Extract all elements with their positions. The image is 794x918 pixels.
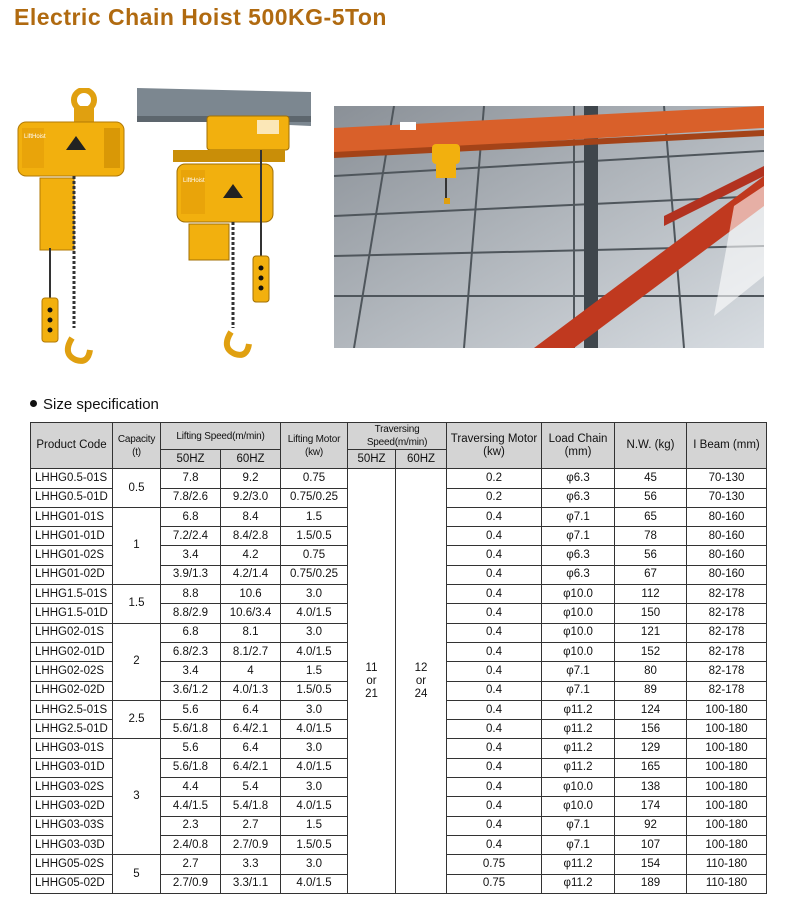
- product-code-cell: LHHG05-02D: [31, 874, 113, 893]
- net-weight-cell: 129: [615, 739, 687, 758]
- ibeam-cell: 80-160: [687, 546, 767, 565]
- net-weight-cell: 78: [615, 527, 687, 546]
- traversing-motor-cell: 0.2: [447, 469, 542, 488]
- ibeam-cell: 100-180: [687, 816, 767, 835]
- net-weight-cell: 165: [615, 758, 687, 777]
- net-weight-cell: 92: [615, 816, 687, 835]
- traversing-motor-cell: 0.4: [447, 642, 542, 661]
- hoist-on-trolley-photo: [137, 88, 311, 366]
- lifting-motor-cell: 0.75/0.25: [281, 565, 348, 584]
- ibeam-cell: 80-160: [687, 527, 767, 546]
- product-code-cell: LHHG03-01S: [31, 739, 113, 758]
- traversing-motor-cell: 0.4: [447, 546, 542, 565]
- lifting-speed-50hz-cell: 8.8: [161, 585, 221, 604]
- header-traversing-50hz: 50HZ: [348, 450, 396, 469]
- table-row: [31, 469, 767, 488]
- header-lifting-60hz: 60HZ: [221, 450, 281, 469]
- traversing-motor-cell: 0.75: [447, 855, 542, 874]
- brand-label: LiftHoist: [24, 134, 46, 140]
- lifting-speed-50hz-cell: 2.3: [161, 816, 221, 835]
- lifting-motor-cell: 1.5: [281, 662, 348, 681]
- product-code-cell: LHHG1.5-01D: [31, 604, 113, 623]
- load-chain-cell: φ7.1: [542, 835, 615, 854]
- header-lifting-speed: Lifting Speed(m/min): [161, 423, 281, 450]
- traversing-motor-cell: 0.4: [447, 758, 542, 777]
- lifting-speed-50hz-cell: 2.4/0.8: [161, 835, 221, 854]
- lifting-motor-cell: 1.5/0.5: [281, 835, 348, 854]
- lifting-speed-60hz-cell: 4: [221, 662, 281, 681]
- header-ibeam: I Beam (mm): [687, 423, 767, 469]
- lifting-speed-50hz-cell: 4.4/1.5: [161, 797, 221, 816]
- lifting-speed-50hz-cell: 3.4: [161, 662, 221, 681]
- product-code-cell: LHHG03-03D: [31, 835, 113, 854]
- header-traversing-60hz: 60HZ: [396, 450, 447, 469]
- net-weight-cell: 174: [615, 797, 687, 816]
- ibeam-cell: 82-178: [687, 604, 767, 623]
- ibeam-cell: 80-160: [687, 507, 767, 526]
- overhead-crane-photo: [334, 106, 764, 348]
- load-chain-cell: φ7.1: [542, 527, 615, 546]
- lifting-speed-60hz-cell: 5.4: [221, 778, 281, 797]
- net-weight-cell: 89: [615, 681, 687, 700]
- load-chain-cell: φ10.0: [542, 604, 615, 623]
- product-code-cell: LHHG02-01D: [31, 642, 113, 661]
- capacity-cell: 2.5: [113, 700, 161, 739]
- section-heading: [30, 396, 159, 413]
- lifting-speed-50hz-cell: 6.8: [161, 623, 221, 642]
- lifting-motor-cell: 4.0/1.5: [281, 758, 348, 777]
- ibeam-cell: 100-180: [687, 700, 767, 719]
- lifting-speed-50hz-cell: 6.8: [161, 507, 221, 526]
- lifting-speed-50hz-cell: 3.6/1.2: [161, 681, 221, 700]
- ibeam-cell: 82-178: [687, 681, 767, 700]
- traversing-motor-cell: 0.4: [447, 604, 542, 623]
- net-weight-cell: 45: [615, 469, 687, 488]
- load-chain-cell: φ10.0: [542, 797, 615, 816]
- lifting-speed-50hz-cell: 3.4: [161, 546, 221, 565]
- lifting-speed-50hz-cell: 2.7: [161, 855, 221, 874]
- lifting-motor-cell: 3.0: [281, 700, 348, 719]
- load-chain-cell: φ10.0: [542, 623, 615, 642]
- product-code-cell: LHHG01-02D: [31, 565, 113, 584]
- traversing-motor-cell: 0.4: [447, 585, 542, 604]
- net-weight-cell: 154: [615, 855, 687, 874]
- header-lifting-50hz: 50HZ: [161, 450, 221, 469]
- product-code-cell: LHHG01-01S: [31, 507, 113, 526]
- capacity-cell: 1.5: [113, 585, 161, 624]
- lifting-motor-cell: 4.0/1.5: [281, 604, 348, 623]
- ibeam-cell: 100-180: [687, 739, 767, 758]
- ibeam-cell: 100-180: [687, 720, 767, 739]
- load-chain-cell: φ11.2: [542, 720, 615, 739]
- lifting-speed-50hz-cell: 8.8/2.9: [161, 604, 221, 623]
- product-code-cell: LHHG2.5-01D: [31, 720, 113, 739]
- lifting-speed-60hz-cell: 6.4: [221, 739, 281, 758]
- traversing-motor-cell: 0.4: [447, 700, 542, 719]
- lifting-speed-60hz-cell: 10.6/3.4: [221, 604, 281, 623]
- lifting-speed-60hz-cell: 8.1: [221, 623, 281, 642]
- lifting-motor-cell: 0.75: [281, 546, 348, 565]
- product-code-cell: LHHG02-01S: [31, 623, 113, 642]
- traversing-motor-cell: 0.4: [447, 527, 542, 546]
- lifting-speed-60hz-cell: 4.0/1.3: [221, 681, 281, 700]
- ibeam-cell: 100-180: [687, 758, 767, 777]
- lifting-motor-cell: 3.0: [281, 623, 348, 642]
- lifting-motor-cell: 0.75: [281, 469, 348, 488]
- product-code-cell: LHHG03-01D: [31, 758, 113, 777]
- traversing-motor-cell: 0.4: [447, 797, 542, 816]
- lifting-speed-60hz-cell: 6.4: [221, 700, 281, 719]
- lifting-speed-60hz-cell: 10.6: [221, 585, 281, 604]
- lifting-speed-60hz-cell: 8.4/2.8: [221, 527, 281, 546]
- traversing-motor-cell: 0.4: [447, 720, 542, 739]
- lifting-speed-50hz-cell: 6.8/2.3: [161, 642, 221, 661]
- net-weight-cell: 107: [615, 835, 687, 854]
- traversing-speed-60hz-cell: 12 or 24: [396, 469, 447, 894]
- traversing-motor-cell: 0.4: [447, 623, 542, 642]
- lifting-motor-cell: 1.5: [281, 816, 348, 835]
- product-code-cell: LHHG0.5-01D: [31, 488, 113, 507]
- lifting-speed-50hz-cell: 5.6: [161, 700, 221, 719]
- ibeam-cell: 70-130: [687, 469, 767, 488]
- traversing-motor-cell: 0.2: [447, 488, 542, 507]
- traversing-speed-50hz-cell: 11 or 21: [348, 469, 396, 894]
- ibeam-cell: 70-130: [687, 488, 767, 507]
- header-nw: N.W. (kg): [615, 423, 687, 469]
- lifting-speed-50hz-cell: 5.6: [161, 739, 221, 758]
- lifting-motor-cell: 1.5/0.5: [281, 681, 348, 700]
- net-weight-cell: 124: [615, 700, 687, 719]
- lifting-speed-50hz-cell: 3.9/1.3: [161, 565, 221, 584]
- load-chain-cell: φ11.2: [542, 874, 615, 893]
- traversing-motor-cell: 0.4: [447, 681, 542, 700]
- net-weight-cell: 152: [615, 642, 687, 661]
- ibeam-cell: 82-178: [687, 623, 767, 642]
- capacity-cell: 3: [113, 739, 161, 855]
- size-specification-table: [30, 422, 767, 894]
- lifting-motor-cell: 1.5: [281, 507, 348, 526]
- page-title: Electric Chain Hoist 500KG-5Ton: [14, 4, 387, 30]
- traversing-motor-cell: 0.75: [447, 874, 542, 893]
- net-weight-cell: 80: [615, 662, 687, 681]
- load-chain-cell: φ11.2: [542, 855, 615, 874]
- capacity-cell: 1: [113, 507, 161, 584]
- lifting-speed-60hz-cell: 6.4/2.1: [221, 758, 281, 777]
- net-weight-cell: 156: [615, 720, 687, 739]
- load-chain-cell: φ11.2: [542, 700, 615, 719]
- traversing-motor-cell: 0.4: [447, 816, 542, 835]
- lifting-speed-50hz-cell: 7.2/2.4: [161, 527, 221, 546]
- lifting-motor-cell: 4.0/1.5: [281, 797, 348, 816]
- traversing-motor-cell: 0.4: [447, 778, 542, 797]
- lifting-speed-60hz-cell: 2.7: [221, 816, 281, 835]
- lifting-speed-60hz-cell: 9.2: [221, 469, 281, 488]
- capacity-cell: 5: [113, 855, 161, 894]
- net-weight-cell: 112: [615, 585, 687, 604]
- net-weight-cell: 56: [615, 488, 687, 507]
- lifting-speed-60hz-cell: 9.2/3.0: [221, 488, 281, 507]
- bullet-icon: [30, 400, 37, 407]
- product-code-cell: LHHG03-02D: [31, 797, 113, 816]
- product-code-cell: LHHG02-02D: [31, 681, 113, 700]
- header-traversing-speed: Traversing Speed(m/min): [348, 423, 447, 450]
- ibeam-cell: 110-180: [687, 874, 767, 893]
- ibeam-cell: 82-178: [687, 585, 767, 604]
- net-weight-cell: 150: [615, 604, 687, 623]
- lifting-motor-cell: 3.0: [281, 585, 348, 604]
- lifting-motor-cell: 3.0: [281, 855, 348, 874]
- traversing-motor-cell: 0.4: [447, 507, 542, 526]
- product-code-cell: LHHG03-02S: [31, 778, 113, 797]
- lifting-speed-50hz-cell: 7.8: [161, 469, 221, 488]
- lifting-speed-60hz-cell: 4.2: [221, 546, 281, 565]
- ibeam-cell: 80-160: [687, 565, 767, 584]
- load-chain-cell: φ7.1: [542, 681, 615, 700]
- header-lifting-motor: Lifting Motor (kw): [281, 423, 348, 469]
- header-product-code: Product Code: [31, 423, 113, 469]
- lifting-motor-cell: 0.75/0.25: [281, 488, 348, 507]
- lifting-speed-60hz-cell: 8.4: [221, 507, 281, 526]
- traversing-motor-cell: 0.4: [447, 835, 542, 854]
- lifting-speed-60hz-cell: 5.4/1.8: [221, 797, 281, 816]
- product-code-cell: LHHG2.5-01S: [31, 700, 113, 719]
- load-chain-cell: φ10.0: [542, 642, 615, 661]
- lifting-speed-60hz-cell: 4.2/1.4: [221, 565, 281, 584]
- load-chain-cell: φ11.2: [542, 758, 615, 777]
- product-code-cell: LHHG0.5-01S: [31, 469, 113, 488]
- traversing-motor-cell: 0.4: [447, 739, 542, 758]
- capacity-cell: 2: [113, 623, 161, 700]
- lifting-motor-cell: 4.0/1.5: [281, 874, 348, 893]
- traversing-motor-cell: 0.4: [447, 565, 542, 584]
- lifting-speed-50hz-cell: 4.4: [161, 778, 221, 797]
- load-chain-cell: φ7.1: [542, 507, 615, 526]
- product-code-cell: LHHG05-02S: [31, 855, 113, 874]
- ibeam-cell: 82-178: [687, 662, 767, 681]
- table-body: [31, 469, 767, 894]
- load-chain-cell: φ6.3: [542, 488, 615, 507]
- ibeam-cell: 82-178: [687, 642, 767, 661]
- lifting-motor-cell: 3.0: [281, 739, 348, 758]
- net-weight-cell: 65: [615, 507, 687, 526]
- lifting-motor-cell: 1.5/0.5: [281, 527, 348, 546]
- header-load-chain: Load Chain (mm): [542, 423, 615, 469]
- lifting-speed-60hz-cell: 3.3: [221, 855, 281, 874]
- traversing-motor-cell: 0.4: [447, 662, 542, 681]
- load-chain-cell: φ10.0: [542, 778, 615, 797]
- lifting-speed-50hz-cell: 7.8/2.6: [161, 488, 221, 507]
- load-chain-cell: φ7.1: [542, 816, 615, 835]
- lifting-motor-cell: 4.0/1.5: [281, 642, 348, 661]
- load-chain-cell: φ6.3: [542, 565, 615, 584]
- product-code-cell: LHHG02-02S: [31, 662, 113, 681]
- load-chain-cell: φ7.1: [542, 662, 615, 681]
- lifting-speed-60hz-cell: 8.1/2.7: [221, 642, 281, 661]
- lifting-motor-cell: 3.0: [281, 778, 348, 797]
- net-weight-cell: 121: [615, 623, 687, 642]
- header-capacity: Capacity (t): [113, 423, 161, 469]
- lifting-speed-60hz-cell: 3.3/1.1: [221, 874, 281, 893]
- ibeam-cell: 100-180: [687, 835, 767, 854]
- load-chain-cell: φ6.3: [542, 546, 615, 565]
- load-chain-cell: φ10.0: [542, 585, 615, 604]
- load-chain-cell: φ11.2: [542, 739, 615, 758]
- lifting-motor-cell: 4.0/1.5: [281, 720, 348, 739]
- product-code-cell: LHHG01-02S: [31, 546, 113, 565]
- lifting-speed-60hz-cell: 6.4/2.1: [221, 720, 281, 739]
- product-code-cell: LHHG03-03S: [31, 816, 113, 835]
- product-code-cell: LHHG1.5-01S: [31, 585, 113, 604]
- lifting-speed-50hz-cell: 5.6/1.8: [161, 720, 221, 739]
- hoist-product-photo: [14, 88, 130, 370]
- capacity-cell: 0.5: [113, 469, 161, 508]
- lifting-speed-50hz-cell: 2.7/0.9: [161, 874, 221, 893]
- net-weight-cell: 138: [615, 778, 687, 797]
- ibeam-cell: 110-180: [687, 855, 767, 874]
- brand-label: LiftHoist: [183, 178, 205, 184]
- lifting-speed-50hz-cell: 5.6/1.8: [161, 758, 221, 777]
- ibeam-cell: 100-180: [687, 797, 767, 816]
- section-heading-text: Size specification: [43, 396, 159, 413]
- load-chain-cell: φ6.3: [542, 469, 615, 488]
- net-weight-cell: 189: [615, 874, 687, 893]
- net-weight-cell: 56: [615, 546, 687, 565]
- net-weight-cell: 67: [615, 565, 687, 584]
- ibeam-cell: 100-180: [687, 778, 767, 797]
- lifting-speed-60hz-cell: 2.7/0.9: [221, 835, 281, 854]
- product-code-cell: LHHG01-01D: [31, 527, 113, 546]
- header-traversing-motor: Traversing Motor (kw): [447, 423, 542, 469]
